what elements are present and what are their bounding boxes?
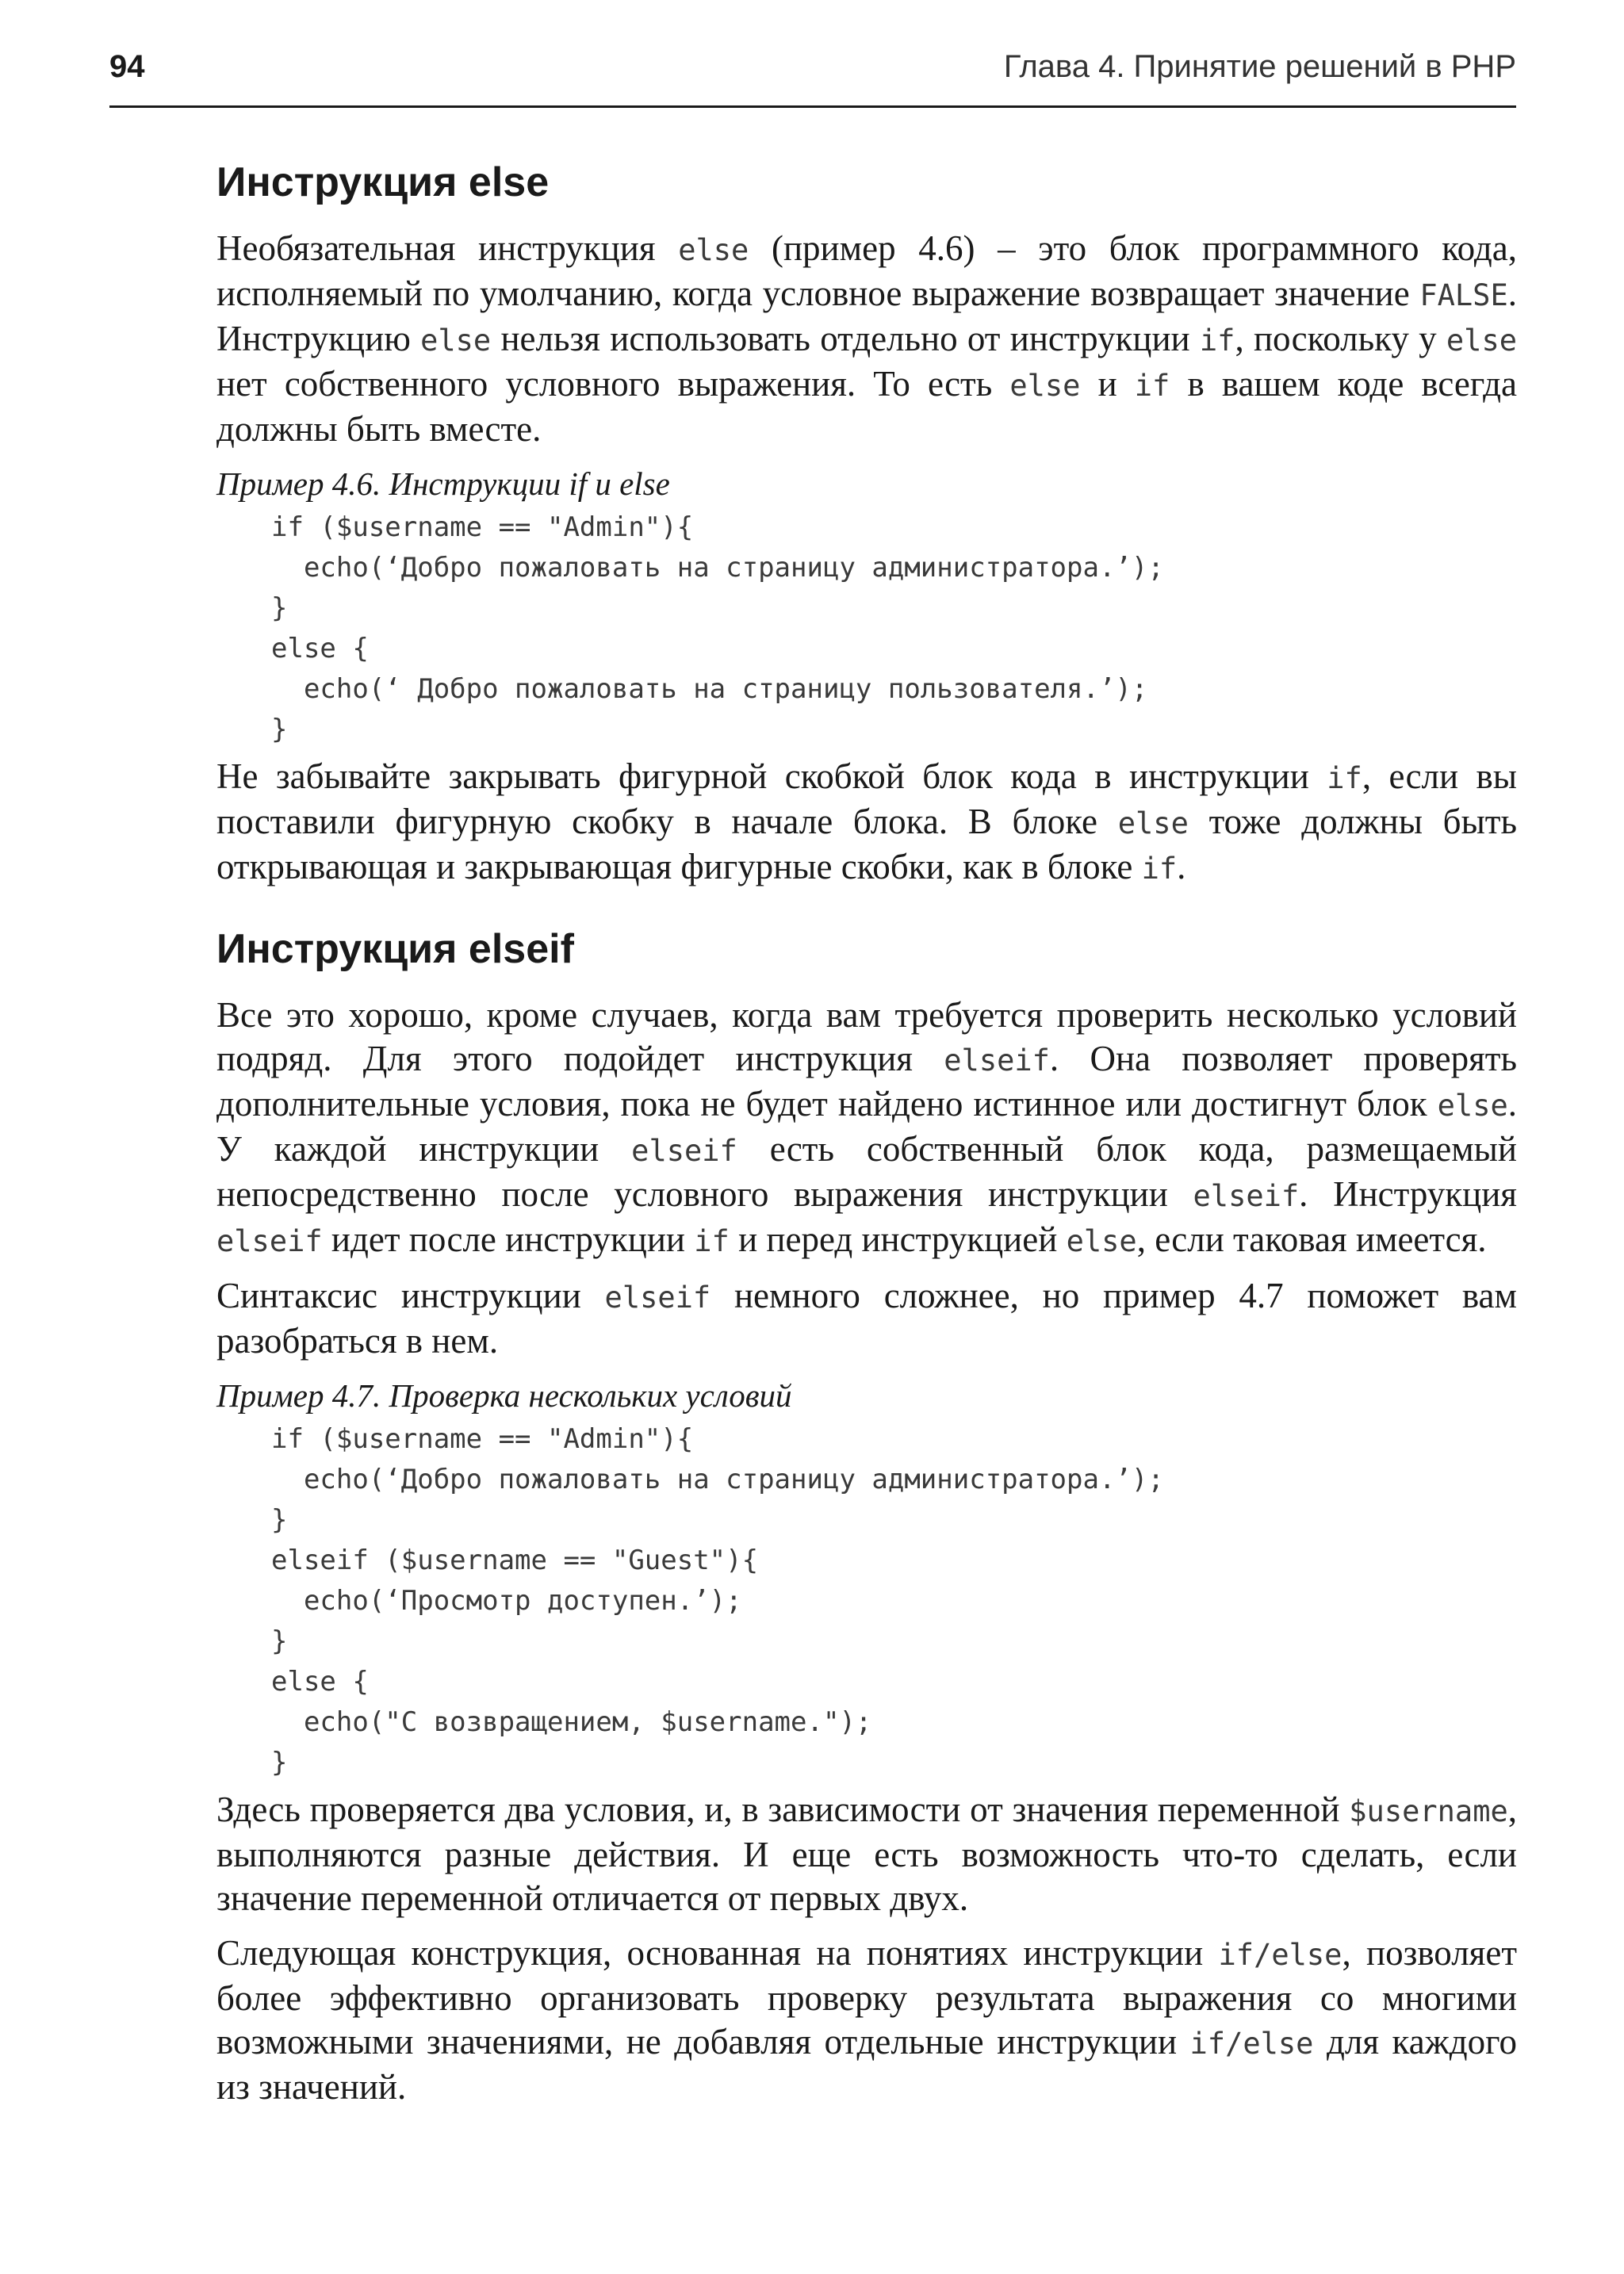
inline-code: if/else [1189, 2027, 1314, 2061]
page-number: 94 [109, 49, 145, 84]
page-content [216, 151, 1517, 2109]
inline-code: if/else [1218, 1938, 1342, 1972]
inline-code: elseif [631, 1134, 737, 1168]
code-line: } [271, 1504, 288, 1536]
code-line: } [271, 714, 288, 745]
code-line: if ($username == "Admin"){ [271, 511, 694, 543]
paragraph-text: , если таковая имеется. [1136, 1219, 1487, 1259]
paragraph-text: немного сложнее, но пример 4.7 поможет вам разобраться в нем. [216, 1276, 1517, 1361]
running-title: Глава 4. Принятие решений в PHP [1003, 49, 1516, 84]
inline-code: else [1437, 1089, 1508, 1123]
inline-code: if [694, 1224, 730, 1258]
paragraph-text: Не забывайте закрывать фигурной скобкой блок кода в инструкции [216, 756, 1327, 796]
inline-code: else [678, 233, 749, 267]
inline-code: else [1446, 323, 1517, 358]
section-heading-else: Инструкция else [216, 159, 550, 205]
paragraph [216, 1274, 1517, 1363]
paragraph-text: . У каждой инструкции [216, 1084, 1517, 1169]
paragraph-text: , если вы поставили фигурную скобку в начале блока. В блоке [216, 756, 1517, 841]
paragraph-text: нет собственного условного выражения. То есть [216, 364, 1010, 404]
paragraph-text: для каждого из значений. [216, 2022, 1518, 2107]
code-line: echo(‘Просмотр доступен.’); [271, 1585, 742, 1617]
code-line: } [271, 592, 288, 624]
inline-code: FALSE [1419, 278, 1508, 312]
paragraph-text: Здесь проверяется два условия, и, в зависимости от значения переменной [216, 1790, 1350, 1829]
code-line: } [271, 1625, 288, 1657]
paragraph-text: . Она позволяет проверять дополнительные условия, пока не будет найдено истинное или достигнут блок [216, 1039, 1517, 1124]
section-heading-elseif: Инструкция elseif [216, 926, 574, 972]
paragraph-text: Необязательная инструкция [216, 228, 679, 268]
paragraph-text: , поскольку у [1235, 319, 1446, 358]
paragraph [216, 755, 1517, 890]
paragraph [216, 227, 1517, 451]
code-listing [271, 507, 1517, 750]
paragraph-text: (пример 4.6) – это блок программного кода, исполняемый по умолчанию, когда условное выражение возвращает значение [216, 228, 1517, 313]
code-line: echo(‘Добро пожаловать на страницу администратора.’); [271, 552, 1164, 584]
example-caption: Пример 4.6. Инструкции if и else [216, 465, 670, 502]
paragraph-text: . Инструкцию [216, 274, 1517, 358]
inline-code: if [1134, 369, 1170, 403]
inline-code: elseif [216, 1224, 323, 1258]
inline-code: if [1327, 761, 1362, 795]
code-line: echo("С возвращением, $username."); [271, 1706, 872, 1738]
inline-code: else [1066, 1224, 1137, 1258]
page-header [109, 44, 1516, 108]
code-line: } [271, 1747, 288, 1778]
paragraph-text: нельзя использовать отдельно от инструкции [491, 319, 1200, 358]
paragraph-text: . [1177, 847, 1186, 886]
code-line: elseif ($username == "Guest"){ [271, 1545, 759, 1576]
paragraph-text: тоже должны быть открывающая и закрывающая фигурные скобки, как в блоке [216, 802, 1517, 886]
paragraph-text: в вашем коде всегда должны быть вместе. [216, 364, 1517, 449]
paragraph-text: и [1080, 364, 1135, 404]
code-listing [271, 1419, 1517, 1783]
example-caption: Пример 4.7. Проверка нескольких условий [216, 1377, 792, 1414]
paragraph-text: , выполняются разные действия. И еще есть возможность что-то сделать, если значение переменной отличается от первых двух. [216, 1790, 1517, 1918]
paragraph-text: Синтаксис инструкции [216, 1276, 605, 1315]
code-line: echo(‘Добро пожаловать на страницу администратора.’); [271, 1464, 1164, 1495]
code-line: if ($username == "Admin"){ [271, 1423, 694, 1455]
paragraph [216, 993, 1517, 1263]
paragraph-text: и перед инструкцией [729, 1219, 1067, 1259]
code-line: echo(‘ Добро пожаловать на страницу пользователя.’); [271, 673, 1148, 705]
inline-code: if [1141, 852, 1178, 886]
inline-code: elseif [604, 1281, 711, 1315]
code-line: else { [271, 633, 369, 664]
inline-code: else [420, 323, 492, 358]
paragraph-text: идет после инструкции [322, 1219, 695, 1259]
inline-code: else [1117, 806, 1189, 840]
inline-code: elseif [1193, 1179, 1300, 1213]
inline-code: $username [1349, 1794, 1508, 1828]
paragraph-text: . Инструкция [1299, 1174, 1517, 1214]
paragraph [216, 1931, 1517, 2109]
code-line: else { [271, 1666, 369, 1698]
paragraph-text: , позволяет более эффективно организовать проверку результата выражения со многими возможными значениями, не добавляя отдельные инструкции [216, 1933, 1517, 2062]
inline-code: elseif [944, 1043, 1050, 1078]
paragraph-text: Все это хорошо, кроме случаев, когда вам требуется проверить несколько условий подряд. Для этого подойдет инструкция [216, 995, 1517, 1078]
inline-code: else [1009, 369, 1081, 403]
inline-code: if [1199, 323, 1235, 358]
paragraph-text: Следующая конструкция, основанная на понятиях инструкции [216, 1933, 1219, 1973]
paragraph [216, 1788, 1517, 1920]
paragraph-text: есть собственный блок кода, размещаемый непосредственно после условного выражения инструкции [216, 1129, 1517, 1214]
